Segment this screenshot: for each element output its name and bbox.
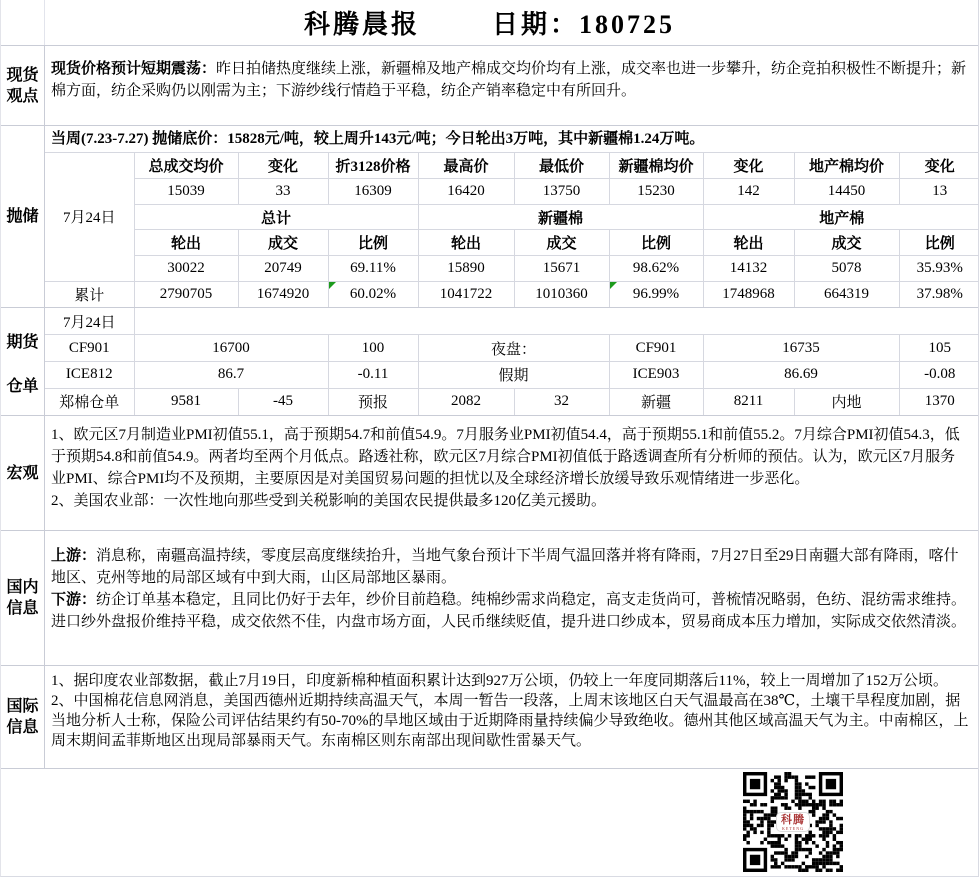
group-header: 地产棉 [703,204,979,230]
cell: 69.11% [328,256,418,282]
col-header: 新疆棉均价 [609,153,703,179]
reserve-price-value-row [45,179,979,205]
cell: 1010360 [514,281,609,307]
upstream-label: 上游： [51,548,97,564]
macro-paragraph-2: 2、美国农业部：一次性地向那些受到关税影响的美国农民提供最多120亿美元援助。 [51,493,607,509]
reserve-cumulative-row [45,281,979,307]
group-header: 新疆棉 [418,204,703,230]
cell: 30022 [134,256,238,282]
region-label: 新疆 [609,388,703,415]
cell: 37.98% [899,281,979,307]
label-line: 仓单 [6,378,39,396]
futures-table [45,308,979,415]
futures-cf-row [45,335,979,362]
international-paragraph-1: 1、据印度农业部数据，截止7月19日，印度新棉种植面积累计达到927万公顷，仍较上一年度同期落后11%，较上一周增加了152万公顷。 [51,673,948,689]
cell-with-comment-flag: 60.02% [328,281,418,307]
cell: 5078 [794,256,899,282]
futures-date-row [45,308,979,335]
label-line: 信息 [6,600,39,617]
section-international-info [1,665,978,768]
sub-header: 比例 [609,230,703,256]
cell: 32 [514,388,609,415]
section-spot-view [1,45,978,125]
section-label-international [1,666,45,768]
section-label-domestic [1,531,45,665]
section-label-macro [1,416,45,530]
domestic-text [45,531,978,665]
section-label-spot [1,46,45,125]
warehouse-receipt-row [45,388,979,415]
cell: 13 [899,179,979,205]
col-header: 最低价 [514,153,609,179]
macro-text [45,416,978,530]
cumulative-label: 累计 [45,281,134,307]
label-line: 宏观 [6,464,39,482]
cell: 100 [328,335,418,362]
col-header: 变化 [238,153,328,179]
holiday-note: 假期 [418,362,609,389]
col-header: 变化 [899,153,979,179]
sub-header: 成交 [794,230,899,256]
title-left-pad [1,0,45,45]
spot-lead: 现货价格预计短期震荡： [51,61,217,77]
cell: 16309 [328,179,418,205]
contract-name: ICE903 [609,362,703,389]
sub-header: 轮出 [134,230,238,256]
spot-body-text: 昨日拍储热度继续上涨，新疆棉及地产棉成交均价均有上涨，成交率也进一步攀升，纺企竞拍积极性不断提升；新棉方面，纺企采购仍以刚需为主；下游纱线行情趋于平稳，纺企产销率稳定中有所回升。 [51,61,967,99]
cell: 1748968 [703,281,794,307]
footer-row [1,768,978,877]
cell: 13750 [514,179,609,205]
futures-ice-row [45,362,979,389]
cell: -45 [238,388,328,415]
cell: 664319 [794,281,899,307]
sub-header: 成交 [238,230,328,256]
downstream-text: 纺企订单基本稳定，且同比仍好于去年，纱价目前趋稳。纯棉纱需求尚稳定，高支走货尚可，普梳情况略弱，色纺、混纺需求维持。进口纱外盘报价维持平稳，成交依然不佳，内盘市场方面，人民币继续贬值，提升进口纱成本，贸易商成本压力增加，实际成交依然清淡。 [51,592,967,630]
label-line: 期货 [6,333,39,351]
downstream-label: 下游： [51,592,97,608]
upstream-text: 消息称，南疆高温持续，零度层高度继续抬升，当地气象台预计下半周气温回落并将有降雨，7月27日至29日南疆大部有降雨，喀什地区、克州等地的局部区域有中到大雨，山区局部地区暴雨。 [51,548,959,586]
cell: 33 [238,179,328,205]
qr-logo-text: 科腾 [781,814,805,826]
reserve-day-value-row [45,256,979,282]
cell: 20749 [238,256,328,282]
cell: 98.62% [609,256,703,282]
col-header: 地产棉均价 [794,153,899,179]
reserve-date-cell: 7月24日 [45,153,134,281]
cell: 16420 [418,179,514,205]
region-label: 内地 [794,388,899,415]
qr-logo-subtext: KETENG [782,826,804,831]
sub-header: 轮出 [418,230,514,256]
reserve-body [45,126,978,307]
cell: 15671 [514,256,609,282]
contract-name: ICE812 [45,362,134,389]
cell: 8211 [703,388,794,415]
cell: 2082 [418,388,514,415]
col-header: 折3128价格 [328,153,418,179]
sub-header: 比例 [899,230,979,256]
section-label-reserve [1,126,45,307]
cell: 16735 [703,335,899,362]
sub-header: 轮出 [703,230,794,256]
contract-name: CF901 [609,335,703,362]
label-line: 观点 [6,87,39,105]
section-macro [1,415,978,530]
cell: 14450 [794,179,899,205]
downstream-paragraph [51,589,970,633]
cell: 1041722 [418,281,514,307]
reserve-week-note: 当周(7.23-7.27) 抛储底价：15828元/吨，较上周升143元/吨；今日轮出3万吨，其中新疆棉1.24万吨。 [45,126,978,153]
report-title: 科腾晨报 [303,10,420,39]
spot-text [45,46,978,125]
cell: 86.7 [134,362,328,389]
warehouse-label: 郑棉仓单 [45,388,134,415]
label-line: 国内 [6,579,39,596]
label-line: 抛储 [6,208,39,225]
label-line: 国际 [6,698,39,715]
cell: 1674920 [238,281,328,307]
cell: -0.08 [899,362,979,389]
section-label-futures [1,308,45,415]
cell: -0.11 [328,362,418,389]
upstream-paragraph [51,545,970,589]
reserve-sub-header-row [45,230,979,256]
cell: 15039 [134,179,238,205]
international-paragraph-2: 2、中国棉花信息网消息，美国西德州近期持续高温天气，本周一暂告一段落，上周末该地区白天气温最高在38℃，土壤干旱程度加剧，据当地分析人士称，保险公司评估结果约有50-70%的旱地区域由于近期降雨量持续偏少导致绝收。德州其他区域高温天气为主。中南棉区，上周末期间孟菲斯地区出现局部暴雨天气。东南棉区则东南部出现间歇性雷暴天气。 [51,693,969,749]
qr-code [743,772,843,872]
cell: 14132 [703,256,794,282]
section-domestic-info [1,530,978,665]
qr-logo [776,812,810,832]
title-row [1,0,978,45]
section-futures-warehouse [1,307,978,415]
col-header: 总成交均价 [134,153,238,179]
contract-name: CF901 [45,335,134,362]
report-date: 日期：180725 [492,10,676,39]
futures-body [45,308,978,415]
col-header: 变化 [703,153,794,179]
sub-header: 成交 [514,230,609,256]
cell: 15890 [418,256,514,282]
cell: 15230 [609,179,703,205]
cell: 105 [899,335,979,362]
group-header: 总计 [134,204,418,230]
title-main [45,0,978,45]
cell: 2790705 [134,281,238,307]
reserve-group-header-row [45,204,979,230]
international-text [45,666,978,768]
section-reserve-auction [1,125,978,307]
cell: 1370 [899,388,979,415]
cell: 86.69 [703,362,899,389]
cell: 35.93% [899,256,979,282]
label-line: 信息 [6,719,39,736]
cell: 9581 [134,388,238,415]
macro-paragraph-1: 1、欧元区7月制造业PMI初值55.1，高于预期54.7和前值54.9。7月服务业PMI初值54.4，高于预期55.1和前值55.2。7月综合PMI初值54.3，低于预期54.8和前值54.9。两者均至两个月低点。路透社称，欧元区7月综合PMI初值低于路透调查所有分析师的预估。认为，欧元区7月服务业PMI、综合PMI均不及预期，主要原因是对美国贸易问题的担忧以及全球经济增长放缓导致乐观情绪进一步恶化。 [51,427,960,487]
reserve-table [45,153,979,307]
label-line: 现货 [6,66,39,84]
sub-header: 比例 [328,230,418,256]
futures-date-cell: 7月24日 [45,308,134,335]
forecast-label: 预报 [328,388,418,415]
col-header: 最高价 [418,153,514,179]
cell: 142 [703,179,794,205]
cell: 16700 [134,335,328,362]
reserve-price-header-row [45,153,979,179]
night-session-label: 夜盘： [418,335,609,362]
cell-with-comment-flag: 96.99% [609,281,703,307]
empty-cell [134,308,979,335]
